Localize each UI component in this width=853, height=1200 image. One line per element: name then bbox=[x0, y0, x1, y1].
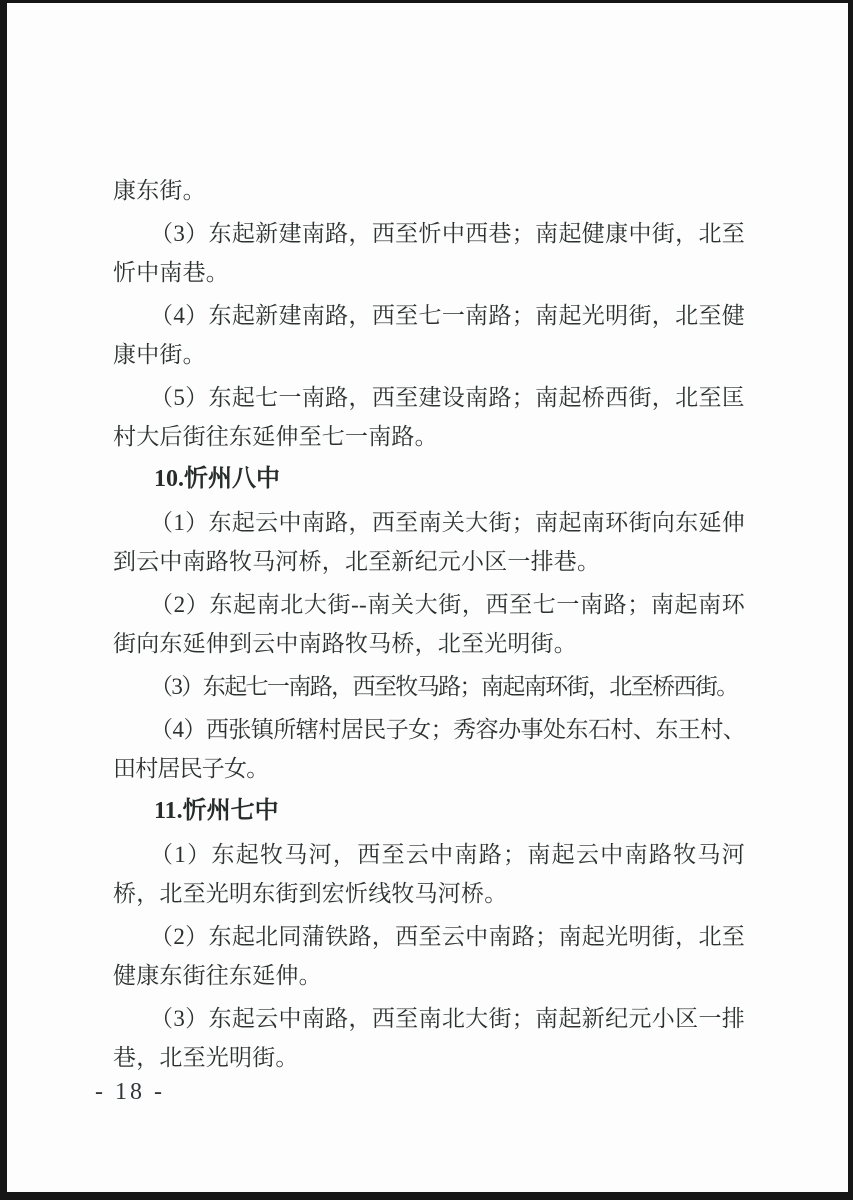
section-heading-school-11: 11.忻州七中 bbox=[154, 798, 279, 824]
paragraph-s10-item-4: （4）西张镇所辖村居民子女；秀容办事处东石村、东王村、田村居民子女。 bbox=[113, 717, 745, 781]
document-page bbox=[7, 3, 848, 1192]
page-number: - 18 - bbox=[95, 1079, 165, 1105]
paragraph-s11-item-1: （1）东起牧马河，西至云中南路；南起云中南路牧马河桥，北至光明东街到宏忻线牧马河桥。 bbox=[113, 842, 745, 906]
paragraph-continuation: 康东街。 bbox=[113, 178, 206, 203]
paragraph-item-4: （4）东起新建南路，西至七一南路；南起光明街，北至健康中街。 bbox=[113, 303, 745, 367]
paragraph-item-5: （5）东起七一南路，西至建设南路；南起桥西街，北至匡村大后街往东延伸至七一南路。 bbox=[113, 385, 745, 449]
paragraph-s10-item-3: （3）东起七一南路，西至牧马路；南起南环街，北至桥西街。 bbox=[150, 674, 738, 699]
paragraph-item-3: （3）东起新建南路，西至忻中西巷；南起健康中街，北至忻中南巷。 bbox=[113, 221, 745, 285]
section-heading-school-10: 10.忻州八中 bbox=[154, 466, 280, 492]
paragraph-s10-item-1: （1）东起云中南路，西至南关大街；南起南环街向东延伸到云中南路牧马河桥，北至新纪元小区一排巷。 bbox=[113, 510, 745, 574]
paragraph-s11-item-2: （2）东起北同蒲铁路，西至云中南路；南起光明街，北至健康东街往东延伸。 bbox=[113, 924, 745, 988]
paragraph-s10-item-2: （2）东起南北大街--南关大街，西至七一南路；南起南环街向东延伸到云中南路牧马桥，北至光明街。 bbox=[113, 592, 745, 656]
paragraph-s11-item-3: （3）东起云中南路，西至南北大街；南起新纪元小区一排巷，北至光明街。 bbox=[113, 1006, 745, 1070]
document-body bbox=[113, 3, 745, 1081]
